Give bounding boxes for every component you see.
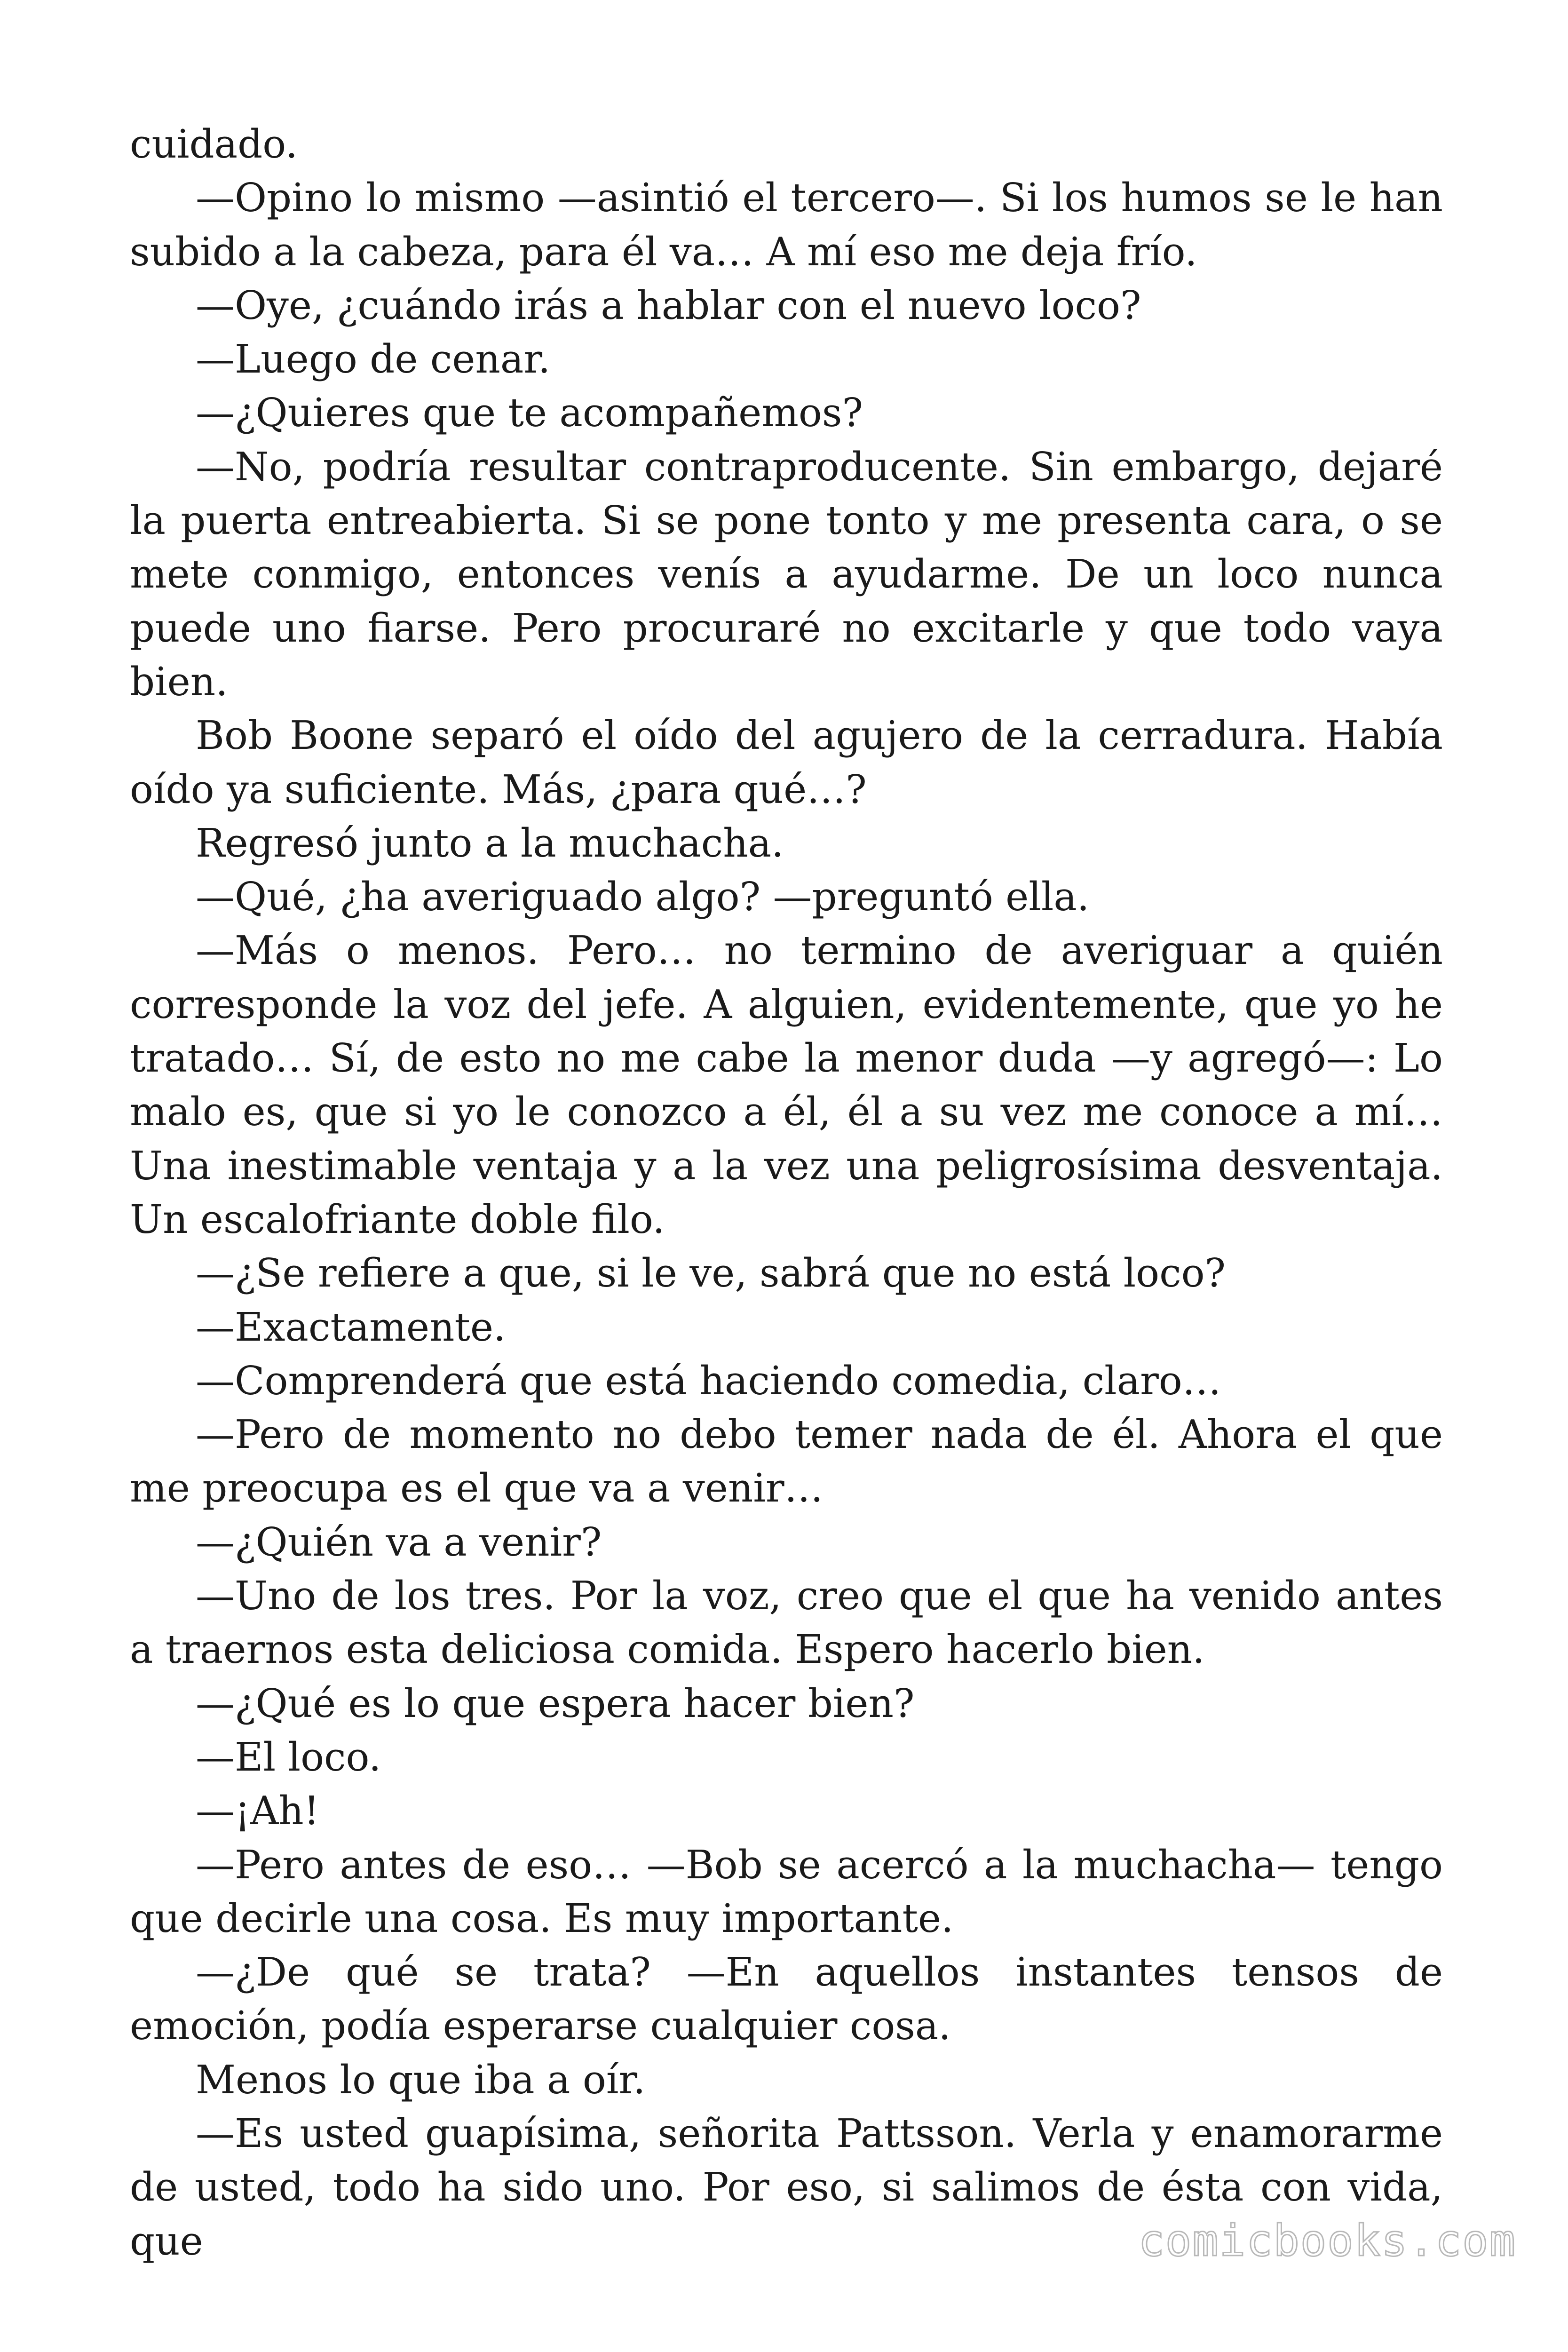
paragraph: —Opino lo mismo —asintió el tercero—. Si los humos se le han subido a la cabeza, para él va… A mí eso me deja frío. xyxy=(130,175,1443,275)
paragraph: —Luego de cenar. xyxy=(196,336,551,382)
paragraph: —Más o menos. Pero… no termino de averiguar a quién corresponde la voz del jefe. A alguien, evidentemente, que yo he tratado… Sí, de esto no me cabe la menor duda —y agregó—: Lo malo es, que si yo le conozco a él, él a su vez me conoce a mí… Una inestimable ventaja y a la vez una peligrosísima desventaja. Un escalofriante doble filo. xyxy=(130,928,1443,1242)
paragraph: —Es usted guapísima, señorita Pattsson. Verla y enamorarme de usted, todo ha sido uno. Por eso, si salimos de ésta con vida, que xyxy=(130,2110,1443,2264)
paragraph: —Uno de los tres. Por la voz, creo que el que ha venido antes a traernos esta deliciosa comida. Espero hacerlo bien. xyxy=(130,1573,1443,1673)
paragraph: —¿De qué se trata? —En aquellos instantes tensos de emoción, podía esperarse cualquier cosa. xyxy=(130,1949,1443,2049)
paragraph: Regresó junto a la muchacha. xyxy=(196,820,784,866)
paragraph: Bob Boone separó el oído del agujero de la cerradura. Había oído ya suficiente. Más, ¿para qué…? xyxy=(130,713,1443,812)
paragraph: —¡Ah! xyxy=(196,1788,320,1834)
paragraph: —Comprenderá que está haciendo comedia, claro… xyxy=(196,1358,1221,1404)
paragraph: —¿Quién va a venir? xyxy=(196,1519,602,1565)
book-page-text xyxy=(130,118,1443,2268)
watermark-text: comicbooks.com xyxy=(1138,2216,1516,2266)
paragraph: —Oye, ¿cuándo irás a hablar con el nuevo loco? xyxy=(196,282,1141,328)
paragraph: Menos lo que iba a oír. xyxy=(196,2057,646,2103)
paragraph: —No, podría resultar contraproducente. Sin embargo, dejaré la puerta entreabierta. Si se pone tonto y me presenta cara, o se mete conmigo, entonces venís a ayudarme. De un loco nunca puede uno fiarse. Pero procuraré no excitarle y que todo vaya bien. xyxy=(130,444,1443,705)
paragraph: —¿Se refiere a que, si le ve, sabrá que no está loco? xyxy=(196,1250,1226,1296)
paragraph: —Qué, ¿ha averiguado algo? —preguntó ella. xyxy=(196,874,1090,920)
paragraph: —¿Qué es lo que espera hacer bien? xyxy=(196,1680,915,1726)
paragraph: —Pero antes de eso… —Bob se acercó a la muchacha— tengo que decirle una cosa. Es muy importante. xyxy=(130,1842,1443,1941)
paragraph: —Pero de momento no debo temer nada de él. Ahora el que me preocupa es el que va a venir… xyxy=(130,1412,1443,1511)
paragraph: —¿Quieres que te acompañemos? xyxy=(196,390,863,436)
paragraph: —Exactamente. xyxy=(196,1304,506,1350)
paragraph-continuation: cuidado. xyxy=(130,121,298,167)
paragraph: —El loco. xyxy=(196,1734,381,1780)
